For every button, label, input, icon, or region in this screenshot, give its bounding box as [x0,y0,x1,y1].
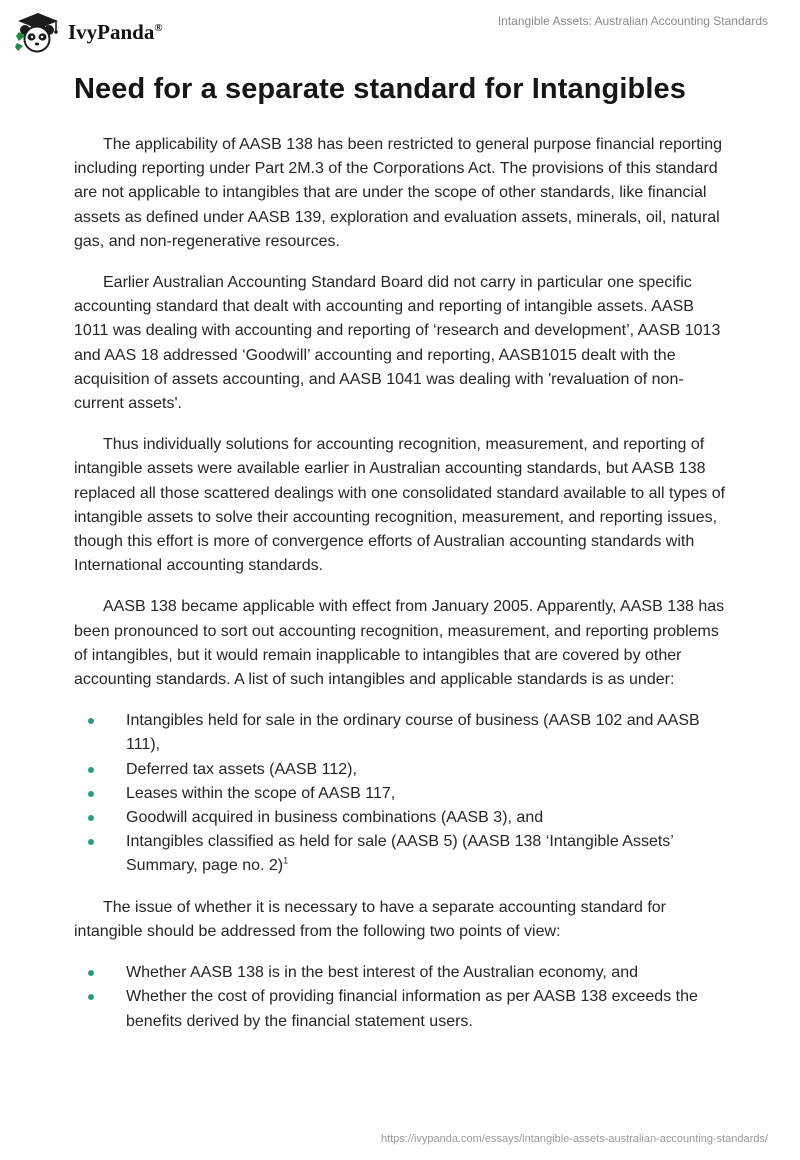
list-item: Intangibles classified as held for sale (AASB 5) (AASB 138 ‘Intangible Assets’ Summary, page no. 2)$^1$ [74,830,726,878]
paragraph: The issue of whether it is necessary to have a separate accounting standard for intangible should be addressed from the following two points of view: [74,898,666,940]
panda-graduate-icon [14,10,62,54]
source-url[interactable]: https://ivypanda.com/essays/intangible-assets-australian-accounting-standards/ [380,1133,768,1145]
bullet-icon [88,791,94,797]
bullet-icon [88,994,94,1000]
list-item: Whether the cost of providing financial information as per AASB 138 exceeds the benefits derived by the financial statement users. [74,985,726,1033]
list-item: Leases within the scope of AASB 117, [74,782,726,806]
bullet-icon [88,767,94,773]
bullet-icon [88,815,94,821]
excluded-intangibles-list [74,709,726,878]
paragraph: The applicability of AASB 138 has been restricted to general purpose financial reporting including reporting under Part 2M.3 of the Corporations Act. The provisions of this standard are not applicable to intangibles that are under the scope of other standards, like financial assets as defined under AASB 139, exploration and evaluation assets, minerals, oil, natural gas, and non-regenerative resources. [74,136,723,250]
brand-name: IvyPanda® [68,19,163,44]
footnote-ref[interactable]: 1 [283,856,289,867]
article-body [74,133,726,1051]
brand-logo[interactable] [14,10,163,54]
essay-title-link[interactable]: Intangible Assets: Australian Accounting Standards [497,14,768,28]
list-item: Intangibles held for sale in the ordinary course of business (AASB 102 and AASB 111), [74,709,726,757]
list-item: Whether AASB 138 is in the best interest of the Australian economy, and [74,961,726,985]
list-item: Deferred tax assets (AASB 112), [74,758,726,782]
page-title: Need for a separate standard for Intangibles [74,73,686,105]
paragraph: Thus individually solutions for accounting recognition, measurement, and reporting of intangible assets were available earlier in Australian accounting standards, but AASB 138 replaced all those scattered dealings with one consolidated standard available to all types of intangible assets to solve their accounting recognition, measurement, and reporting issues, though this effort is more of convergence efforts of Australian accounting standards with International accounting standards. [74,436,726,575]
bullet-icon [88,718,94,724]
paragraph: AASB 138 became applicable with effect from January 2005. Apparently, AASB 138 has been pronounced to sort out accounting recognition, measurement, and reporting problems of intangibles, but it would remain inapplicable to intangibles that are covered by other accounting standards. A list of such intangibles and applicable standards is as under: [74,598,725,689]
points-of-view-list [74,961,726,1034]
bullet-icon [88,970,94,976]
bullet-icon [88,839,94,845]
paragraph: Earlier Australian Accounting Standard Board did not carry in particular one specific accounting standard that dealt with accounting and reporting of intangible assets. AASB 1011 was dealing with accounting and reporting of ‘research and development’, AASB 1013 and AAS 18 addressed ‘Goodwill’ accounting and reporting, AASB1015 dealt with the acquisition of assets accounting, and AASB 1041 was dealing with 'revaluation of non-current assets'. [74,274,721,413]
list-item: Goodwill acquired in business combinations (AASB 3), and [74,806,726,830]
